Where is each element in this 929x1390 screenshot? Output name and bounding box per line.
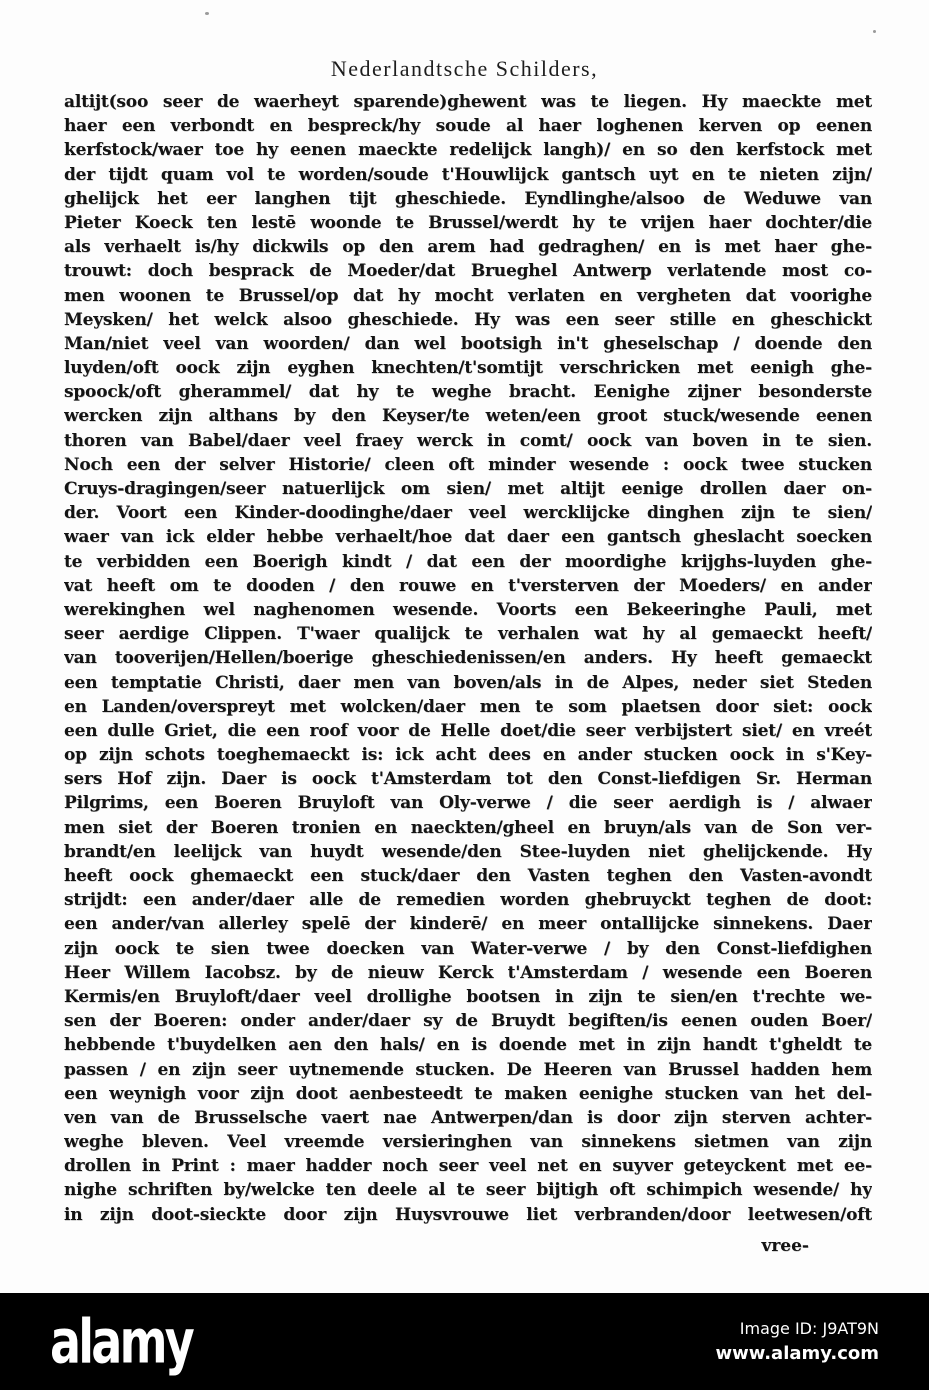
scan-speck: [205, 12, 209, 15]
text-line: Man/niet veel van woorden/ dan wel bootsigh in't gheselschap / doende den: [64, 333, 872, 354]
text-line: Cruys-dragingen/seer natuerlijck om sien/ met altijt eenige drollen daer on-: [64, 479, 872, 499]
scan-speck: [873, 30, 876, 33]
text-line: brandt/en leelijck van huydt wesende/den Stee-luyden niet ghelijckende. Hy: [64, 841, 872, 862]
text-line: kerfstock/waer toe hy eenen maeckte redelijck langh)/ en so den kerfstock met: [64, 140, 872, 161]
text-line: werekinghen wel naghenomen wesende. Voorts een Bekeeringhe Pauli, met: [64, 599, 872, 620]
text-line: sen der Boeren: onder ander/daer sy de Bruydt begiften/is eenen ouden Boer/: [64, 1011, 872, 1032]
text-line: men woonen te Brussel/op dat hy mocht verlaten en vergheten dat voorighe: [64, 285, 872, 306]
catchword: vree-: [761, 1236, 809, 1256]
text-line: een temptatie Christi, daer men van boven/als in de Alpes, neder siet Steden: [64, 672, 872, 693]
text-line: weghe bleven. Veel vreemde versieringhen van sinnekens sietmen van zijn: [64, 1132, 872, 1153]
text-line: spoock/oft gherammel/ dat hy te weghe bracht. Eenighe zijner besonderste: [64, 382, 872, 403]
text-line: hebbende t'buydelken aen den hals/ en is doende met in zijn handt t'gheldt te: [64, 1035, 872, 1056]
text-line: ghelijck het eer langhen tijt gheschiede. Eyndlinghe/alsoo de Weduwe van: [64, 188, 872, 209]
text-line: der. Voort een Kinder-doodinghe/daer veel wercklijcke dinghen zijn te sien/: [64, 503, 872, 524]
watermark-bar: [0, 1293, 929, 1390]
text-line: als verhaelt is/hy dickwils op den arem had gedraghen/ en is met haer ghe-: [64, 237, 872, 258]
text-line: Pilgrims, een Boeren Bruyloft van Oly-verwe / die seer aerdigh is / alwaer: [64, 793, 872, 814]
watermark-url: www.alamy.com: [715, 1343, 879, 1364]
text-line: van tooverijen/Hellen/boerige gheschiedenissen/en anders. Hy heeft gemaeckt: [64, 648, 872, 669]
text-line: trouwt: doch besprack de Moeder/dat Brueghel Antwerp verlatende most co-: [64, 261, 872, 282]
text-line: haer een verbondt en bespreck/hy soude al haer loghenen kerven op eenen: [64, 116, 872, 137]
alamy-logo: alamy: [50, 1306, 192, 1377]
text-line: Heer Willem Iacobsz. by de nieuw Kerck t'Amsterdam / wesende een Boeren: [64, 962, 872, 983]
running-header: Nederlandtsche Schilders,: [330, 56, 599, 81]
text-line: wercken zijn althans by den Keyser/te weten/een groot stuck/wesende eenen: [64, 406, 872, 427]
text-line: en Landen/overspreyt met wolcken/daer men te som plaetsen door siet: oock: [64, 696, 872, 717]
text-line: een weynigh voor zijn doot aenbesteedt te maken eenighe stucken van het del-: [64, 1083, 872, 1104]
text-line: passen / en zijn seer uytnemende stucken. De Heeren van Brussel hadden hem: [64, 1059, 872, 1080]
text-line: luyden/oft oock zijn eyghen knechten/t'somtijt verschricken met eenigh ghe-: [64, 358, 872, 379]
text-line: thoren van Babel/daer veel fraey werck in comt/ oock van boven in te sien.: [64, 430, 872, 451]
text-line: waer van ick elder hebbe verhaelt/hoe dat daer een gantsch gheslacht soecken: [64, 527, 872, 548]
text-line: te verbidden een Boerigh kindt / dat een der moordighe krijghs-luyden ghe-: [64, 551, 872, 572]
text-line: drollen in Print : maer hadder noch seer veel net en suyver geteyckent met ee-: [64, 1156, 872, 1177]
text-line: der tijdt quam vol te worden/soude t'Houwlijck gantsch uyt en te nieten zijn/: [64, 164, 872, 185]
text-line: in zijn doot-sieckte door zijn Huysvrouwe liet verbranden/door leetwesen/oft: [64, 1204, 872, 1225]
text-line: sers Hof zijn. Daer is oock t'Amsterdam tot den Const-liefdigen Sr. Herman: [64, 769, 872, 790]
text-line: nighe schriften by/welcke ten deele al te seer bijtigh oft schimpich wesende/ hy: [64, 1180, 872, 1201]
text-line: zijn oock te sien twee doecken van Water-verwe / by den Const-liefdighen: [64, 938, 872, 959]
text-line: op zijn schots toeghemaeckt is: ick acht dees en ander stucken oock in s'Key-: [64, 745, 872, 766]
text-line: heeft oock ghemaeckt een stuck/daer den Vasten teghen den Vasten-avondt: [64, 866, 872, 886]
text-line: Kermis/en Bruyloft/daer veel drollighe bootsen in zijn te sien/en t'rechte we-: [64, 986, 872, 1007]
text-line: ven van de Brusselsche vaert nae Antwerpen/dan is door zijn sterven achter-: [64, 1107, 872, 1128]
text-line: seer aerdige Clippen. T'waer qualijck te verhalen wat hy al gemaeckt heeft/: [64, 624, 872, 645]
watermark-info: [715, 1319, 879, 1364]
text-line: men siet der Boeren tronien en naeckten/gheel en bruyn/als van de Son ver-: [64, 817, 872, 838]
text-line: Pieter Koeck ten lestē woonde te Brussel/werdt hy te vrijen haer dochter/die: [64, 212, 872, 233]
text-line: strijdt: een ander/daer alle de remedien worden ghebruyckt teghen de doot:: [64, 890, 872, 911]
text-line: Noch een der selver Historie/ cleen oft minder wesende : oock twee stucken: [64, 454, 872, 475]
text-line: een dulle Griet, die een roof voor de Helle doet/die seer verbijstert siet/ en vreét: [64, 720, 872, 741]
text-line: Meysken/ het welck alsoo gheschiede. Hy was een seer stille en gheschickt: [64, 309, 872, 330]
text-line: vat heeft om te dooden / den rouwe en t'versterven der Moeders/ en ander: [64, 575, 872, 596]
text-line: een ander/van allerley spelē der kinderē/ en meer ontallijcke sinnekens. Daer: [64, 914, 872, 935]
body-text: [64, 90, 872, 1227]
image-id-text: Image ID: J9AT9N: [739, 1319, 879, 1338]
text-line: altijt(soo seer de waerheyt sparende)ghewent was te liegen. Hy maeckte met: [64, 92, 872, 112]
